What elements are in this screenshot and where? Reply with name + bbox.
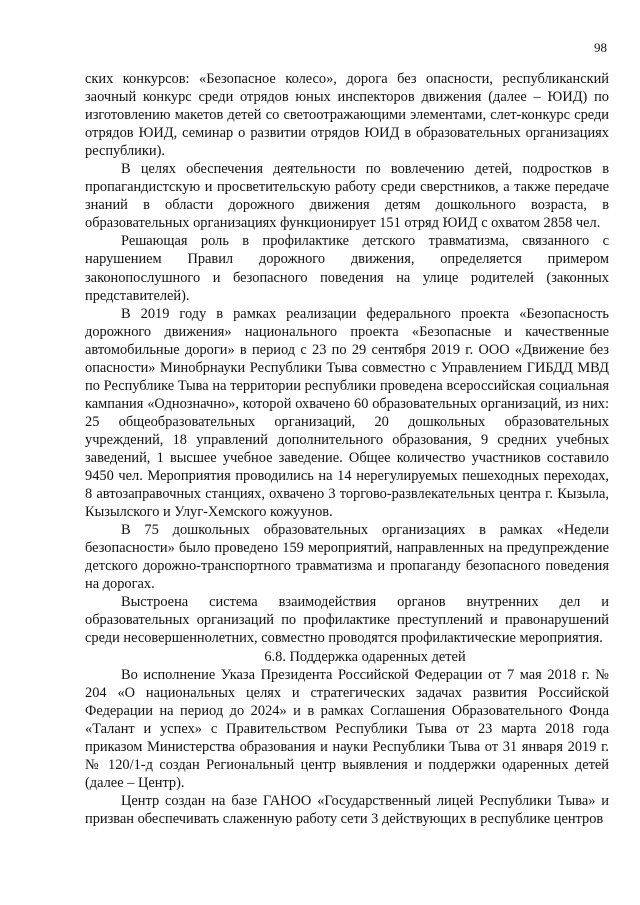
paragraph: Во исполнение Указа Президента Российской Федерации от 7 мая 2018 г. № 204 «О национальных целях и стратегических задачах развития Российской Федерации на период до 2024» и в рамках Соглашения Образовательного Фонда «Талант и успех» с Правительством Республики Тыва от 23 марта 2018 года приказом Министерства образования и науки Республики Тыва от 31 января 2019 г. № 120/1-д создан Региональный центр выявления и поддержки одаренных детей (далее – Центр). [85, 666, 609, 791]
section-heading: 6.8. Поддержка одаренных детей [264, 648, 466, 665]
paragraph: В целях обеспечения деятельности по вовлечению детей, подростков в пропагандистскую и просветительскую работу среди сверстников, а также передаче знаний в области дорожного движения детям дошкольного возраста, в образовательных организациях функционирует 151 отряд ЮИД с охватом 2858 чел. [85, 161, 609, 232]
paragraph: ских конкурсов: «Безопасное колесо», дорога без опасности, республиканский заочный конкурс среди отрядов юных инспекторов движения (далее – ЮИД) по изготовлению макетов детей со светоотражающими элементами, слет-конкурс среди отрядов ЮИД, семинар о развитии отрядов ЮИД в образовательных организациях республики). [85, 71, 609, 160]
document-body [85, 70, 609, 828]
page-number: 98 [594, 40, 607, 55]
paragraph: Центр создан на базе ГАНОО «Государственный лицей Республики Тыва» и призван обеспечивать слаженную работу сети 3 действующих в республике центров [85, 792, 609, 827]
paragraph: Решающая роль в профилактике детского травматизма, связанного с нарушением Правил дорожного движения, определяется примером законопослушного и безопасного поведения на улице родителей (законных представителей). [85, 233, 609, 304]
paragraph: В 2019 году в рамках реализации федерального проекта «Безопасность дорожного движения» национального проекта «Безопасные и качественные автомобильные дороги» в период с 23 по 29 сентября 2019 г. ООО «Движение без опасности» Минобрнауки Республики Тыва совместно с Управлением ГИБДД МВД по Республике Тыва на территории республики проведена всероссийская социальная кампания «Однозначно», которой охвачено 60 образовательных организаций, из них: 25 общеобразовательных организаций, 20 дошкольных образовательных учреждений, 18 управлений дополнительного образования, 9 средних учебных заведений, 1 высшее учебное заведение. Общее количество участников составило 9450 чел. Мероприятия проводились на 14 нерегулируемых пешеходных переходах, 8 автозаправочных станциях, охвачено 3 торгово-развлекательных центра г. Кызыла, Кызылского и Улуг-Хемского кожуунов. [85, 305, 609, 521]
paragraph: В 75 дошкольных образовательных организациях в рамках «Недели безопасности» было проведено 159 мероприятий, направленных на предупреждение детского дорожно-транспортного травматизма и пропаганду безопасного поведения на дорогах. [85, 522, 609, 593]
paragraph: Выстроена система взаимодействия органов внутренних дел и образовательных организаций по профилактике преступлений и правонарушений среди несовершеннолетних, совместно проводятся профилактические мероприятия. [85, 594, 609, 647]
